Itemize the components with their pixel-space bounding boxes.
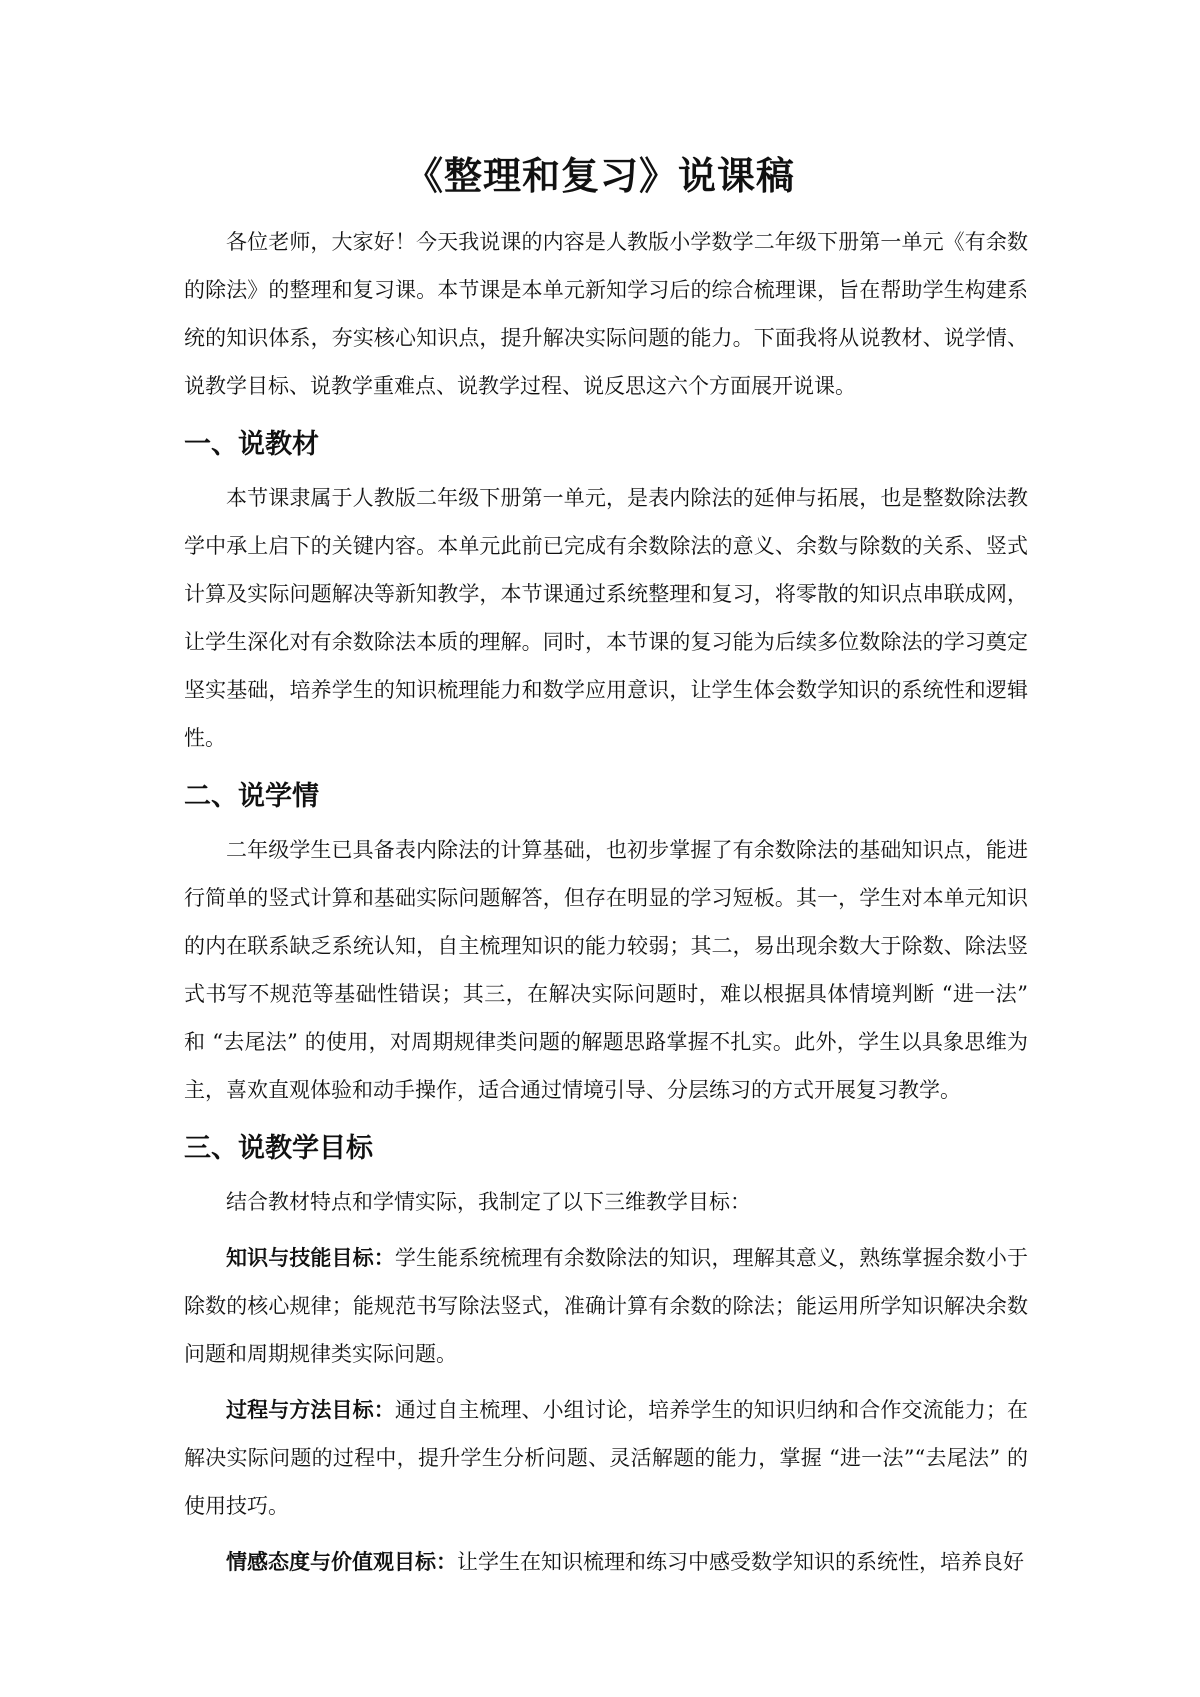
section-body-objectives: 结合教材特点和学情实际，我制定了以下三维教学目标： xyxy=(226,1190,751,1214)
section-body-textbook: 本节课隶属于人教版二年级下册第一单元，是表内除法的延伸与拓展，也是整数除法教学中承上启下的关键内容。本单元此前已完成有余数除法的意义、余数与除数的关系、竖式计算及实际问题解决等新知教学，本节课通过系统整理和复习，将零散的知识点串联成网，让学生深化对有余数除法本质的理解。同时，本节课的复习能为后续多位数除法的学习奠定坚实基础，培养学生的知识梳理能力和数学应用意识，让学生体会数学知识的系统性和逻辑性。 xyxy=(184,486,1028,750)
intro-paragraph: 各位老师，大家好！今天我说课的内容是人教版小学数学二年级下册第一单元《有余数的除法》的整理和复习课。本节课是本单元新知学习后的综合梳理课，旨在帮助学生构建系统的知识体系，夯实核心知识点，提升解决实际问题的能力。下面我将从说教材、说学情、说教学目标、说教学重难点、说教学过程、说反思这六个方面展开说课。 xyxy=(184,230,1028,398)
goal-text: 让学生在知识梳理和练习中感受数学知识的系统性，培养良好 xyxy=(457,1550,1024,1574)
goal-label: 情感态度与价值观目标： xyxy=(226,1550,457,1574)
page-title: 《整理和复习》说课稿 xyxy=(404,154,795,198)
goal-process-method xyxy=(184,1386,1028,1530)
section-body-students: 二年级学生已具备表内除法的计算基础，也初步掌握了有余数除法的基础知识点，能进行简单的竖式计算和基础实际问题解答，但存在明显的学习短板。其一，学生对本单元知识的内在联系缺乏系统认知，自主梳理知识的能力较弱；其二，易出现余数大于除数、除法竖式书写不规范等基础性错误；其三，在解决实际问题时，难以根据具体情境判断 “进一法” 和 “去尾法” 的使用，对周期规律类问题的解题思路掌握不扎实。此外，学生以具象思维为主，喜欢直观体验和动手操作，适合通过情境引导、分层练习的方式开展复习教学。 xyxy=(184,838,1028,1102)
document-body xyxy=(184,218,1028,1586)
goal-label: 过程与方法目标： xyxy=(226,1398,395,1422)
goal-knowledge-skills xyxy=(184,1234,1028,1378)
goal-text: 通过自主梳理、小组讨论，培养学生的知识归纳和合作交流能力；在解决实际问题的过程中，提升学生分析问题、灵活解题的能力，掌握 “进一法”“去尾法” 的使用技巧。 xyxy=(184,1398,1029,1518)
goal-label: 知识与技能目标： xyxy=(226,1246,395,1270)
section-heading-objectives: 三、说教学目标 xyxy=(184,1133,373,1164)
section-heading-students: 二、说学情 xyxy=(184,781,319,812)
goal-text: 学生能系统梳理有余数除法的知识，理解其意义，熟练掌握余数小于除数的核心规律；能规范书写除法竖式，准确计算有余数的除法；能运用所学知识解决余数问题和周期规律类实际问题。 xyxy=(184,1246,1029,1366)
goal-emotion-values xyxy=(184,1538,1028,1586)
section-heading-textbook: 一、说教材 xyxy=(184,429,319,460)
